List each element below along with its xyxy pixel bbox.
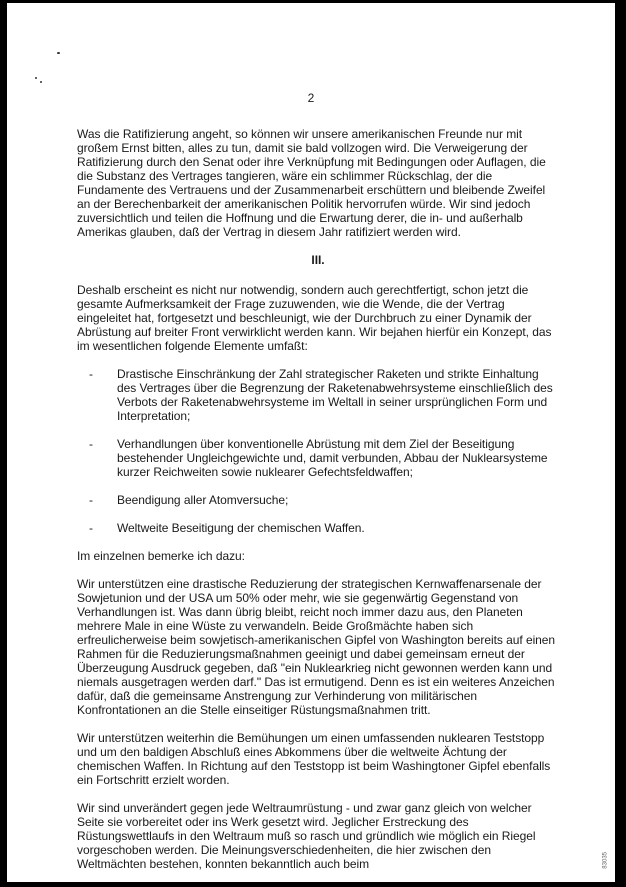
scan-speck	[57, 52, 60, 54]
document-sheet	[7, 3, 615, 882]
scan-speck	[35, 77, 37, 79]
paragraph-strategic-reduction: Wir unterstützen eine drastische Reduzierung der strategischen Kernwaffenarsenale der Sowjetunion und der USA um 50% oder mehr, wie sie gegenwärtig Gegenstand von Verhandlungen ist. Was dann übrig bleibt, reicht noch immer dazu aus, den Planeten mehrere Male in eine Wüste zu verwandeln. Beide Großmächte haben sich erfreulicherweise beim sowjetisch-amerikanischen Gipfel von Washington bereits auf einen Rahmen für die Reduzierungsmaßnahmen geeinigt und dabei gemeinsam erneut der Überzeugung Ausdruck gegeben, daß "ein Nuklearkrieg nicht gewonnen werden kann und niemals ausgetragen werden darf." Das ist ermutigend. Denn es ist ein weiteres Anzeichen dafür, daß die gemeinsame Anstrengung zur Verhinderung von militärischen Konfrontationen an die Stelle einseitiger Rüstungsmaßnahmen tritt.	[77, 577, 556, 717]
paragraph-space-weapons: Wir sind unverändert gegen jede Weltraumrüstung - und zwar ganz gleich von welcher Seite sie vorbereitet oder ins Werk gesetzt wird. Jeglicher Erstreckung des Rüstungswettlaufs in den Weltraum muß so rasch und gründlich wie möglich ein Riegel vorgeschoben werden. Die Meinungsverschiedenheiten, die hier zwischen den Weltmächten bestehen, konnten bekanntlich auch beim	[77, 801, 536, 871]
paragraph-test-ban: Wir unterstützen weiterhin die Bemühungen um einen umfassenden nuklearen Teststopp und um den baldigen Abschluß eines Abkommens über die weltweite Ächtung der chemischen Waffen. In Richtung auf den Teststopp ist beim Washingtoner Gipfel ebenfalls ein Fortschritt erzielt worden.	[77, 731, 551, 787]
section-heading: III.	[311, 253, 325, 267]
bullet-list	[77, 367, 559, 535]
paragraph-details-intro: Im einzelnen bemerke ich dazu:	[77, 549, 245, 563]
scan-speck	[40, 81, 42, 83]
list-item: - Beendigung aller Atomversuche;	[77, 493, 559, 507]
page-number: 2	[307, 91, 315, 105]
document-body	[77, 127, 559, 882]
list-item: - Drastische Einschränkung der Zahl strategischer Raketen und strikte Einhaltung des Vertrages über die Begrenzung der Raketenabwehrsysteme einschließlich des Verbots der Raketenabwehrsysteme im Weltall in seiner ursprünglichen Form und Interpretation;	[77, 367, 559, 423]
archive-mark: 83035	[603, 852, 609, 869]
paragraph-ratification: Was die Ratifizierung angeht, so können wir unsere amerikanischen Freunde nur mit großem Ernst bitten, alles zu tun, damit sie bald vollzogen wird. Die Verweigerung der Ratifizierung durch den Senat oder ihre Verknüpfung mit Bedingungen oder Auflagen, die die Substanz des Vertrages tangieren, wäre ein schlimmer Rückschlag, der die Fundamente des Vertrauens und der Zusammenarbeit erschüttern und bleibende Zweifel an der Berechenbarkeit der amerikanischen Politik hervorrufen würde. Wir sind jedoch zuversichtlich und teilen die Hoffnung und die Erwartung derer, die in- und außerhalb Amerikas glauben, daß der Vertrag in diesem Jahr ratifiziert werden wird.	[77, 127, 546, 239]
list-item: - Weltweite Beseitigung der chemischen Waffen.	[77, 521, 559, 535]
list-item: - Verhandlungen über konventionelle Abrüstung mit dem Ziel der Beseitigung bestehender Ungleichgewichte und, damit verbunden, Abbau der Nuklearsysteme kurzer Reichweiten sowie nuklearer Gefechtsfeldwaffen;	[77, 437, 559, 479]
paragraph-concept: Deshalb erscheint es nicht nur notwendig, sondern auch gerechtfertigt, schon jetzt die gesamte Aufmerksamkeit der Frage zuzuwenden, wie die Wende, die der Vertrag eingeleitet hat, fortgesetzt und beschleunigt, wie der Durchbruch zu einer Dynamik der Abrüstung auf breiter Front verwirklicht werden kann. Wir bejahen hierfür ein Konzept, das im wesentlichen folgende Elemente umfaßt:	[77, 283, 552, 353]
